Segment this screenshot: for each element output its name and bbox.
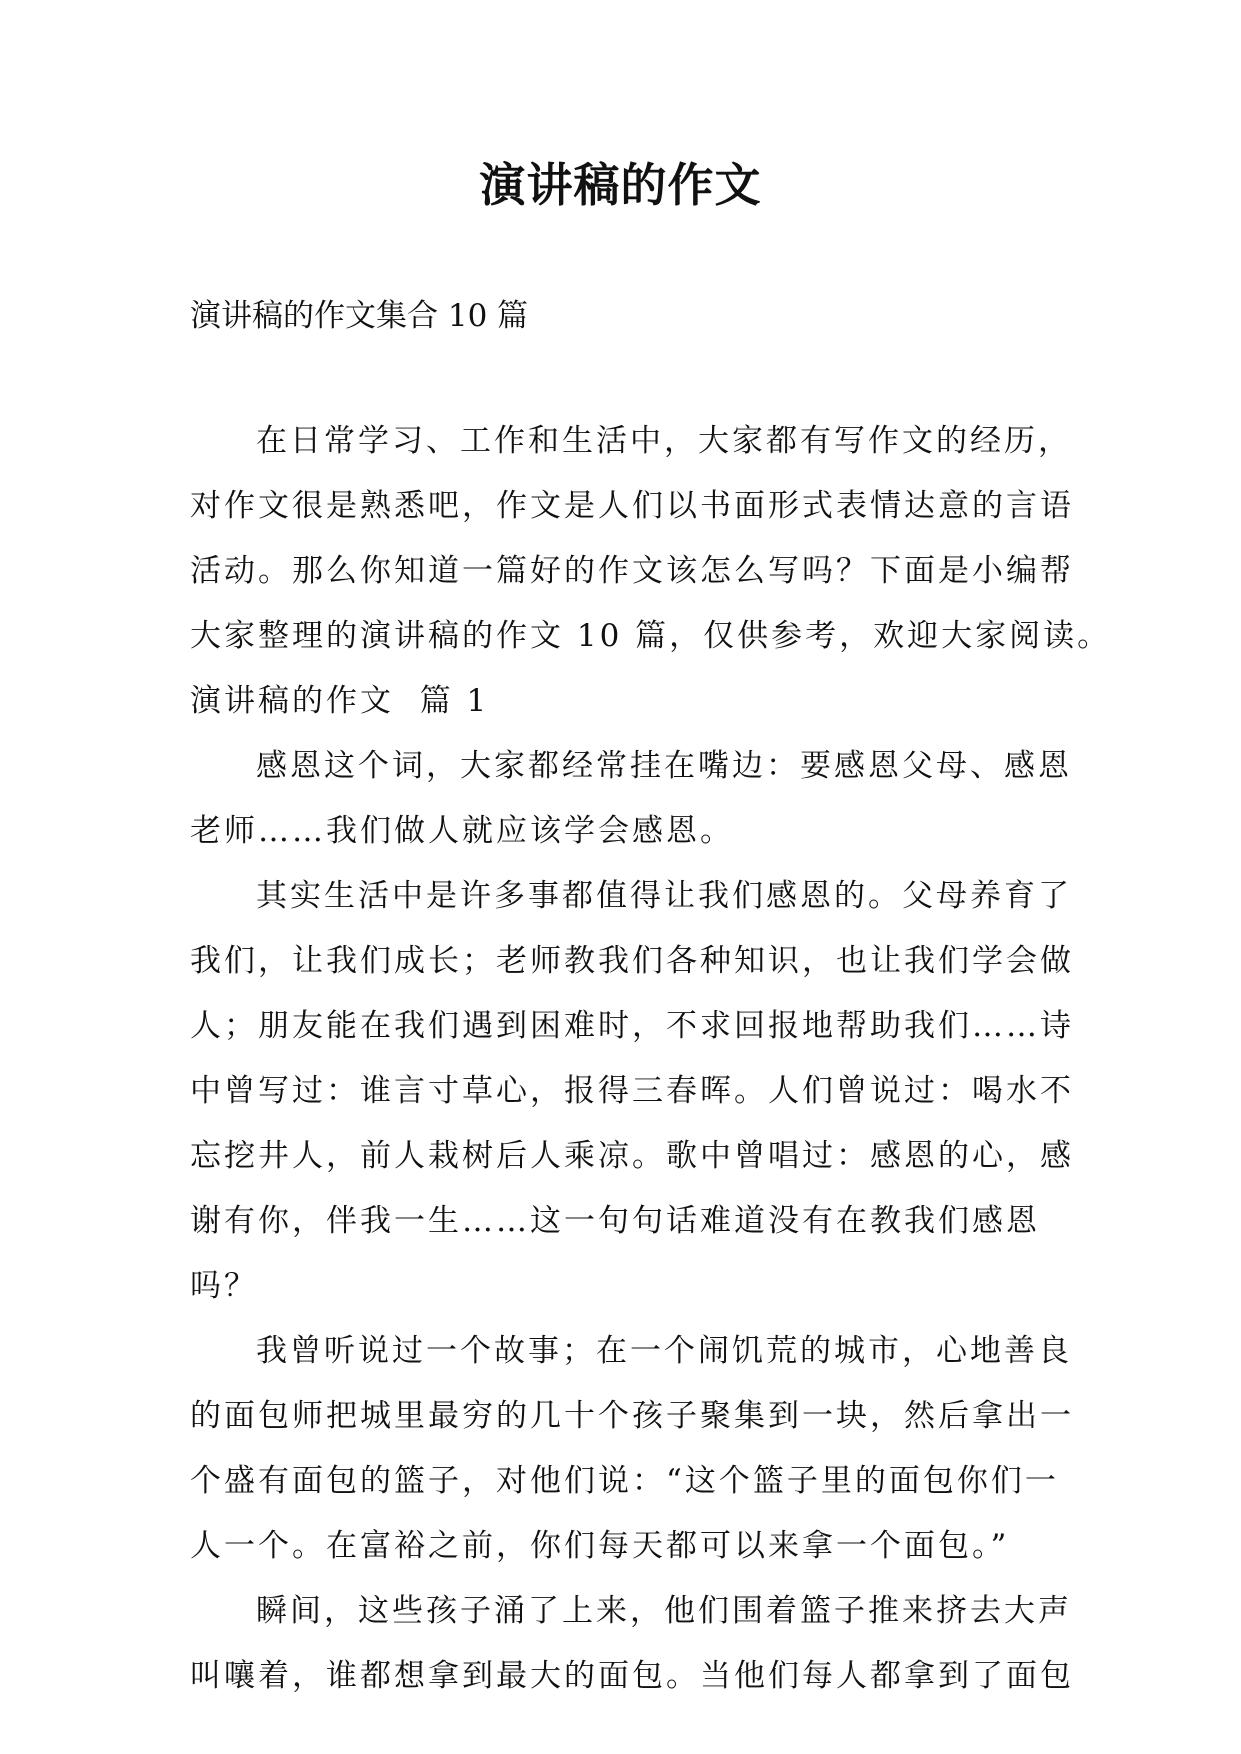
text-line: 吗？ [190, 1268, 258, 1304]
text-line: 老师……我们做人就应该学会感恩。 [190, 813, 734, 849]
text-line: 叫嚷着，谁都想拿到最大的面包。当他们每人都拿到了面包 [190, 1658, 1074, 1694]
text-line: 谢有你，伴我一生……这一句句话难道没有在教我们感恩 [190, 1203, 1040, 1239]
text-line: 瞬间，这些孩子涌了上来，他们围着篮子推来挤去大声 [256, 1593, 1072, 1629]
text-line: 其实生活中是许多事都值得让我们感恩的。父母养育了 [256, 878, 1072, 914]
text-line: 的面包师把城里最穷的几十个孩子聚集到一块，然后拿出一 [190, 1398, 1074, 1434]
text-line: 我曾听说过一个故事；在一个闹饥荒的城市，心地善良 [256, 1333, 1072, 1369]
text-line: 中曾写过：谁言寸草心，报得三春晖。人们曾说过：喝水不 [190, 1073, 1074, 1109]
document-subtitle: 演讲稿的作文集合 10 篇 [190, 298, 529, 334]
document-title: 演讲稿的作文 [479, 158, 762, 212]
text-line: 忘挖井人，前人栽树后人乘凉。歌中曾唱过：感恩的心，感 [190, 1138, 1074, 1174]
text-line: 活动。那么你知道一篇好的作文该怎么写吗？下面是小编帮 [190, 553, 1074, 589]
text-line: 对作文很是熟悉吧，作文是人们以书面形式表情达意的言语 [190, 488, 1074, 524]
text-line: 我们，让我们成长；老师教我们各种知识，也让我们学会做 [190, 943, 1074, 979]
text-line: 人一个。在富裕之前，你们每天都可以来拿一个面包。” [190, 1528, 1010, 1564]
text-line: 大家整理的演讲稿的作文 10 篇，仅供参考，欢迎大家阅读。 [190, 618, 1112, 654]
text-line: 个盛有面包的篮子，对他们说：“这个篮子里的面包你们一 [190, 1463, 1059, 1499]
text-line: 感恩这个词，大家都经常挂在嘴边：要感恩父母、感恩 [256, 748, 1072, 784]
text-line: 在日常学习、工作和生活中，大家都有写作文的经历， [256, 423, 1072, 459]
text-line: 人；朋友能在我们遇到困难时，不求回报地帮助我们……诗 [190, 1008, 1074, 1044]
text-line: 演讲稿的作文 篇 1 [190, 683, 490, 719]
document-body [190, 409, 1112, 1709]
